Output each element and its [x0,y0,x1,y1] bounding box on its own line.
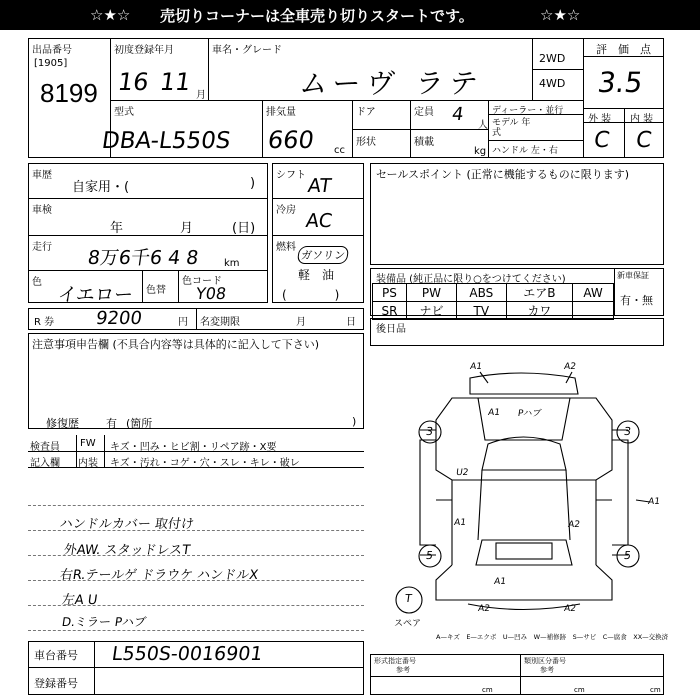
damage-legend: A—キズ E—エクボ U—凹み W—補修跡 S—サビ C—腐食 XX—交換済 [436,633,669,641]
banner-stars-left: ☆★☆ [90,6,131,24]
entry-label: 記入欄 [30,458,60,469]
equip-ps: PS [373,284,407,302]
note-line-5: D.ミラー Pハブ [60,615,148,629]
equipment-label: 装備品 (純正品に限り○をつけてください) [376,274,566,285]
category-label: 車歴 [32,170,52,181]
fw-items: キズ・凹み・ヒビ割・リペア跡・X要 [110,442,277,453]
repair-yes: 有 [106,417,117,430]
ac-label: 冷房 [276,205,296,216]
equip-sr: SR [373,302,407,320]
model-code: DBA-L550S [100,128,233,154]
ref-label-1: 参考 [396,666,410,674]
mark-a1-hood: A1 [487,408,501,418]
mark-a1-front-left: A1 [469,362,483,372]
km-unit: km [224,258,240,269]
recycle-label: R 券 [34,317,55,328]
equip-abs: ABS [456,284,506,302]
exterior-grade: C [592,128,612,153]
mark-a2-front-right: A2 [563,362,577,372]
color-tone-label: 色替 [146,285,166,296]
mark-a2-rear-left: A2 [477,604,491,614]
banner-text: 売切りコーナーは全車売り切りスタートです。 [160,6,474,25]
model-label: 型式 [114,107,134,118]
mark-5-rear-left-wheel: 5 [425,549,434,562]
mark-a1-left-door: A1 [453,518,467,528]
door-label: ドア [356,107,376,118]
equip-aw: AW [573,284,614,302]
chassis-value: L550S-0016901 [110,643,264,665]
fuel-gas: ガソリン [297,246,350,264]
capacity-value: 4 [450,104,465,125]
mark-a1-rear: A1 [493,577,507,587]
equip-navi: ナビ [406,302,456,320]
category-class-label: 類別区分番号 [524,657,566,665]
interior-grade: C [634,128,654,153]
postscript-label: 後日品 [376,324,406,335]
first-reg-year: 16 [116,68,151,96]
mark-a2-rear-right: A2 [563,604,577,614]
exterior-label: 外 装 [588,114,612,125]
repair-close: ) [352,415,357,428]
color-value: イエロー [56,284,135,306]
mark-pbub: Pハブ [517,409,542,419]
transfer-day: 日 [346,317,356,328]
dealer-label: ディーラー・並行 [492,106,564,116]
new-car-warranty-label: 新車保証 [617,271,649,280]
displacement: 660 [266,126,316,154]
fuel-light: 軽 油 [298,268,335,282]
inspection-day-unit: (日) [232,221,256,236]
notice-label: 注意事項申告欄 (不具合内容等は具体的に記入して下さい) [32,338,320,351]
load-label: 積載 [414,137,434,148]
form-number-label: 形式指定番号 [374,657,416,665]
inspector-label: 検査員 [30,442,60,453]
inspection-month-unit: 月 [180,221,194,236]
fuel-paren: ( ) [282,288,340,302]
shift-value: AT [306,175,333,197]
note-line-3: 右R.テールゲ ドラウケ ハンドルX [58,568,260,583]
name-label: 車名・グレード [212,45,282,56]
repair-label: 修復歴 [46,417,79,430]
cm-unit-1: cm [482,686,493,694]
category-close: ) [250,176,256,191]
equip-pw: PW [406,284,456,302]
equip-leather: カワ [506,302,572,320]
lot-number: 8199 [40,78,98,108]
repair-paren: (箇所 [126,417,153,430]
car-name: ムーヴ ラテ [297,67,486,100]
interior-items: キズ・汚れ・コゲ・穴・スレ・キレ・破レ [110,458,300,469]
interior-label: 内 装 [630,114,654,125]
fw-label: FW [80,438,96,449]
sales-point-label: セールスポイント (正常に機能するものに限ります) [376,168,630,181]
color-code-label: 色コード [182,276,222,287]
shift-label: シフト [276,170,306,181]
grade-label: 評 価 点 [596,43,651,56]
mark-3-front-right-wheel: 3 [623,425,632,438]
fuel-label: 燃料 [276,242,296,253]
transfer-label: 名変期限 [200,317,240,328]
first-reg-month-suffix: 月 [196,90,206,101]
cc-unit: cc [334,145,345,156]
new-car-warranty-value: 有・無 [620,294,653,307]
mark-u2: U2 [455,468,470,478]
lot-label: 出品番号 [32,45,72,56]
equip-airbag: エアB [506,284,572,302]
mark-a1-right: A1 [647,497,661,507]
color-code: Y08 [194,284,228,303]
drive-4wd: 4WD [539,77,566,90]
lot-session: [1905] [34,58,68,69]
mileage-value: 8万6千6 4 8 [86,247,200,269]
overall-grade: 3.5 [595,66,645,99]
mark-3-front-left-wheel: 3 [425,425,434,438]
cm-unit-3: cm [650,686,661,694]
mark-5-rear-right-wheel: 5 [623,549,632,562]
ref-label-2: 参考 [540,666,554,674]
mark-t-spare: T [404,592,413,605]
inspection-label: 車検 [32,205,52,216]
interior-row-label: 内装 [78,458,98,469]
first-reg-label: 初度登録年月 [114,45,174,56]
spare-label: スペア [394,619,422,629]
category-value: 自家用・( [72,180,130,195]
inspection-year-unit: 年 [110,221,124,236]
color-label: 色 [32,277,42,288]
note-line-4: 左A U [60,593,99,608]
mileage-label: 走行 [32,242,52,253]
ac-value: AC [304,210,334,232]
shape-label: 形状 [356,137,376,148]
registration-label: 登録番号 [34,677,78,690]
banner-stars-right: ☆★☆ [540,6,581,24]
first-reg-month: 11 [158,68,193,96]
mark-a1-right-door: A2 [567,520,581,530]
handle-label: ハンドル 左・右 [492,146,558,156]
displacement-label: 排気量 [266,107,296,118]
note-line-1: ハンドルカバー 取付け [58,517,195,532]
note-line-2: 外AW. スタッドレスT [62,543,192,558]
capacity-unit: 人 [478,120,488,131]
chassis-label: 車台番号 [34,649,78,662]
kg-unit: kg [474,146,487,157]
yen-unit: 円 [178,317,188,328]
cm-unit-2: cm [574,686,585,694]
drive-2wd: 2WD [539,52,566,65]
transfer-month: 月 [296,317,306,328]
capacity-label: 定員 [414,107,434,118]
model-year-label: モデル 年式 [492,118,531,138]
recycle-value: 9200 [94,308,144,329]
equip-tv: TV [456,302,506,320]
